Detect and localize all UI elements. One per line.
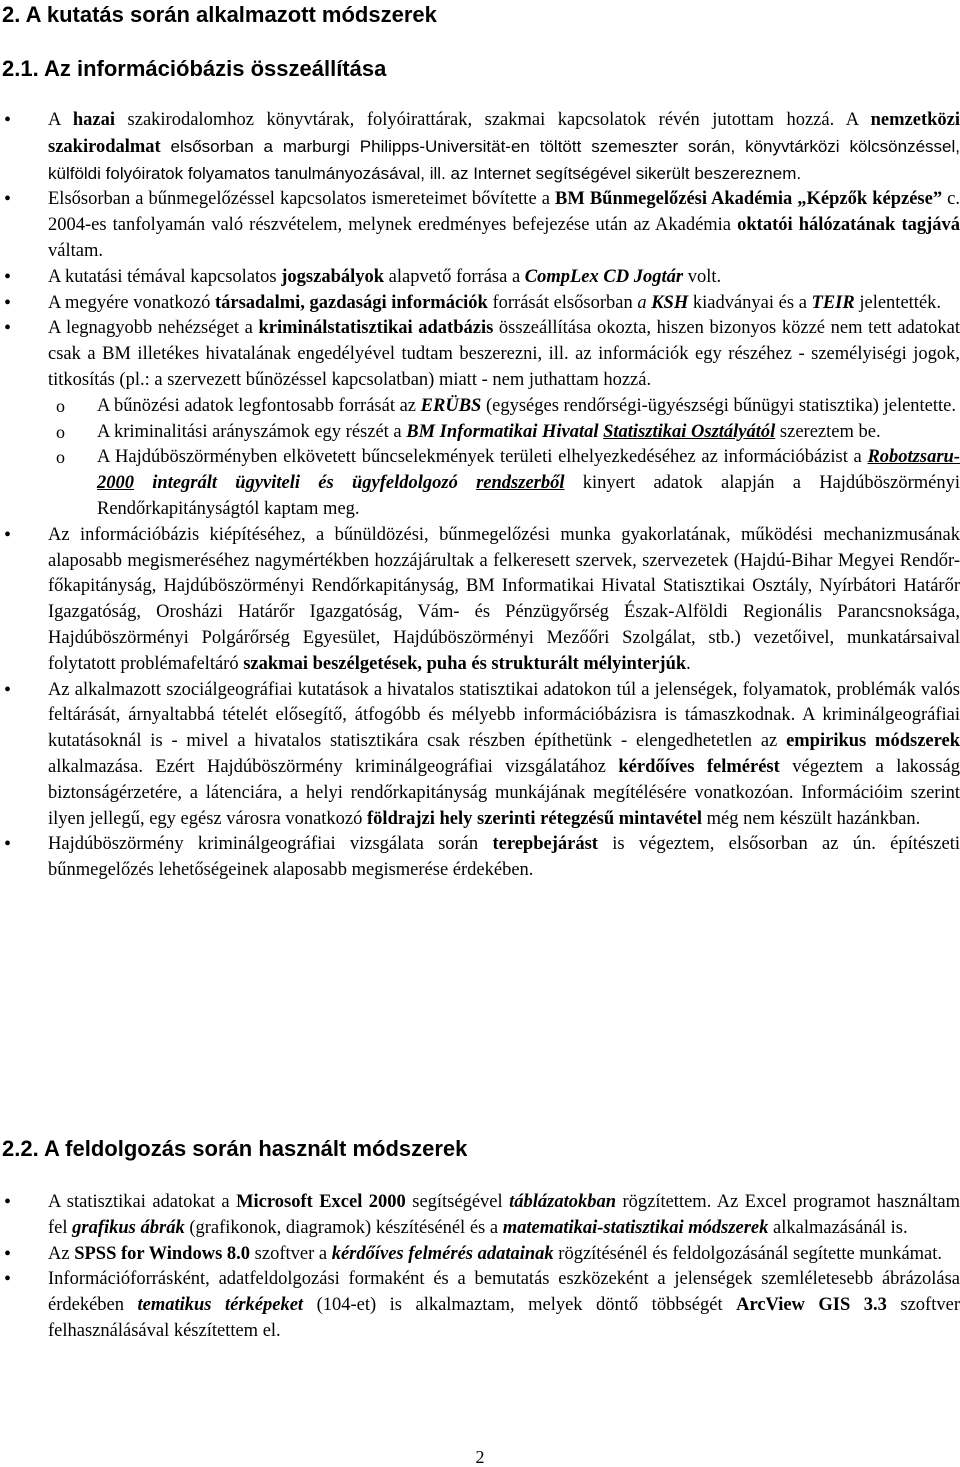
list-item: • Elsősorban a bűnmegelőzéssel kapcsolatos ismereteimet bővítette a BM Bűnmegelőzési Akadémia „Képzők képzése” c. 2004-es tanfolyamán való részvételem, melynek eredményes befejezése után az Akadémia oktatói hálózatának tagjává váltam. <box>0 187 960 264</box>
list-item: • A hazai szakirodalomhoz könyvtárak, folyóirattárak, szakmai kapcsolatok révén jutottam hozzá. A nemzetközi szakirodalmat elsősorban a marburgi Philipps-Universität-en töltött szemeszter során, könyvtárközi kölcsönzéssel, külföldi folyóiratok folyamatos tanulmányozásával, ill. az Internet segítségével sikerült beszereznem. <box>0 108 960 187</box>
sub-list-item: o A bűnözési adatok legfontosabb forrását az ERÜBS (egységes rendőrségi-ügyészségi bűnügyi statisztika) jelentette. <box>0 394 960 420</box>
list-item: • Hajdúböszörmény kriminálgeográfiai vizsgálata során terepbejárást is végeztem, elsősorban az ún. építészeti bűnmegelőzés lehetőségeinek alaposabb megismerése érdekében. <box>0 832 960 884</box>
sub-list <box>48 394 960 523</box>
list-item: • A legnagyobb nehézséget a kriminálstatisztikai adatbázis összeállítása okozta, hiszen bizonyos közzé nem tett adatokat csak a BM illetékes hivatalának engedélyével tudtam beszerezni, ill. az információk egy részéhez - személyiségi jogok, titkosítás (pl.: a szervezett bűnözéssel kapcsolatban) miatt - nem juthattam hozzá. o A bűnözési adatok legfontosabb forrását az ERÜBS (egységes rendőrségi-ügyészségi bűnügyi statisztika) jelentette. o A kriminalitási arányszámok egy részét a BM Informatikai Hivatal Statisztikai Osztályától szereztem be. o A Hajdúböszörményben elkövetett bűncselekmények területi elhelyezkedéséhez az információbázist a Robotzsaru-2000 integrált ügyviteli és ügyfeldolgozó rendszerből kinyert adatok alapján a Hajdúböszörményi Rendőrkapitányságtól kaptam meg. <box>0 316 960 522</box>
section-2-1-list <box>0 108 960 884</box>
sub-list-item: o A kriminalitási arányszámok egy részét a BM Informatikai Hivatal Statisztikai Osztályától szereztem be. <box>0 420 960 446</box>
section-heading-2-1: 2.1. Az információbázis összeállítása <box>2 56 387 81</box>
list-item: • Az információbázis kiépítéséhez, a bűnüldözési, bűnmegelőzési munka gyakorlatának, működési mechanizmusának alaposabb megismeréséhez nagymértékben hozzájárultak a felkeresett szervek, szervezetek (Hajdú-Bihar Megyei Rendőr-főkapitányság, Hajdúböszörményi Rendőrkapitányság, BM Informatikai Hivatal Statisztikai Osztály, Nyírbátori Határőr Igazgatóság, Orosházi Határőr Igazgatóság, Vám- és Pénzügyőrség Észak-Alföldi Regionális Parancsnoksága, Hajdúböszörményi Polgárőrség Egyesület, Hajdúböszörményi Mezőőri Szolgálat, stb.) vezetőivel, munkatársaival folytatott problémafeltáró szakmai beszélgetések, puha és strukturált mélyinterjúk. <box>0 523 960 678</box>
list-item: • A kutatási témával kapcsolatos jogszabályok alapvető forrása a CompLex CD Jogtár volt. <box>0 265 960 291</box>
list-item: • A megyére vonatkozó társadalmi, gazdasági információk forrását elsősorban a KSH kiadványai és a TEIR jelentették. <box>0 291 960 317</box>
page-number: 2 <box>475 1447 485 1467</box>
sub-list-item: o A Hajdúböszörményben elkövetett bűncselekmények területi elhelyezkedéséhez az információbázist a Robotzsaru-2000 integrált ügyviteli és ügyfeldolgozó rendszerből kinyert adatok alapján a Hajdúböszörményi Rendőrkapitányságtól kaptam meg. <box>0 445 960 522</box>
list-item: • A statisztikai adatokat a Microsoft Excel 2000 segítségével táblázatokban rögzítettem. Az Excel programot használtam fel grafikus ábrák (grafikonok, diagramok) készítésénél és a matematikai-statisztikai módszerek alkalmazásánál is. <box>0 1190 960 1242</box>
list-item: • Az SPSS for Windows 8.0 szoftver a kérdőíves felmérés adatainak rögzítésénél és feldolgozásánál segítette munkámat. <box>0 1242 960 1268</box>
list-item: • Az alkalmazott szociálgeográfiai kutatások a hivatalos statisztikai adatokon túl a jelenségek, folyamatok, problémák valós feltárását, árnyaltabbá tételét elősegítő, átfogóbb és mélyebb információbázisra is támaszkodnak. A kriminálgeográfiai kutatásoknál is - mivel a hivatalos statisztikára csak részben építhetünk - elengedhetetlen az empirikus módszerek alkalmazása. Ezért Hajdúböszörmény kriminálgeográfiai vizsgálatához kérdőíves felmérést végeztem a lakosság biztonságérzetére, a látenciára, a helyi rendőrkapitányság munkájának megítélésére vonatkozóan. Információim szerint ilyen jellegű, egy egész városra vonatkozó földrajzi hely szerinti rétegzésű mintavétel még nem készült hazánkban. <box>0 678 960 833</box>
section-heading-2-2: 2.2. A feldolgozás során használt módszerek <box>2 1136 468 1161</box>
list-item: • Információforrásként, adatfeldolgozási formaként és a bemutatás eszközeként a jelenségek szemléletesebb ábrázolása érdekében tematikus térképeket (104-et) is alkalmaztam, melyek döntő többségét ArcView GIS 3.3 szoftver felhasználásával készítettem el. <box>0 1267 960 1344</box>
section-2-2-list <box>0 1190 960 1345</box>
chapter-heading: 2. A kutatás során alkalmazott módszerek <box>2 2 437 27</box>
